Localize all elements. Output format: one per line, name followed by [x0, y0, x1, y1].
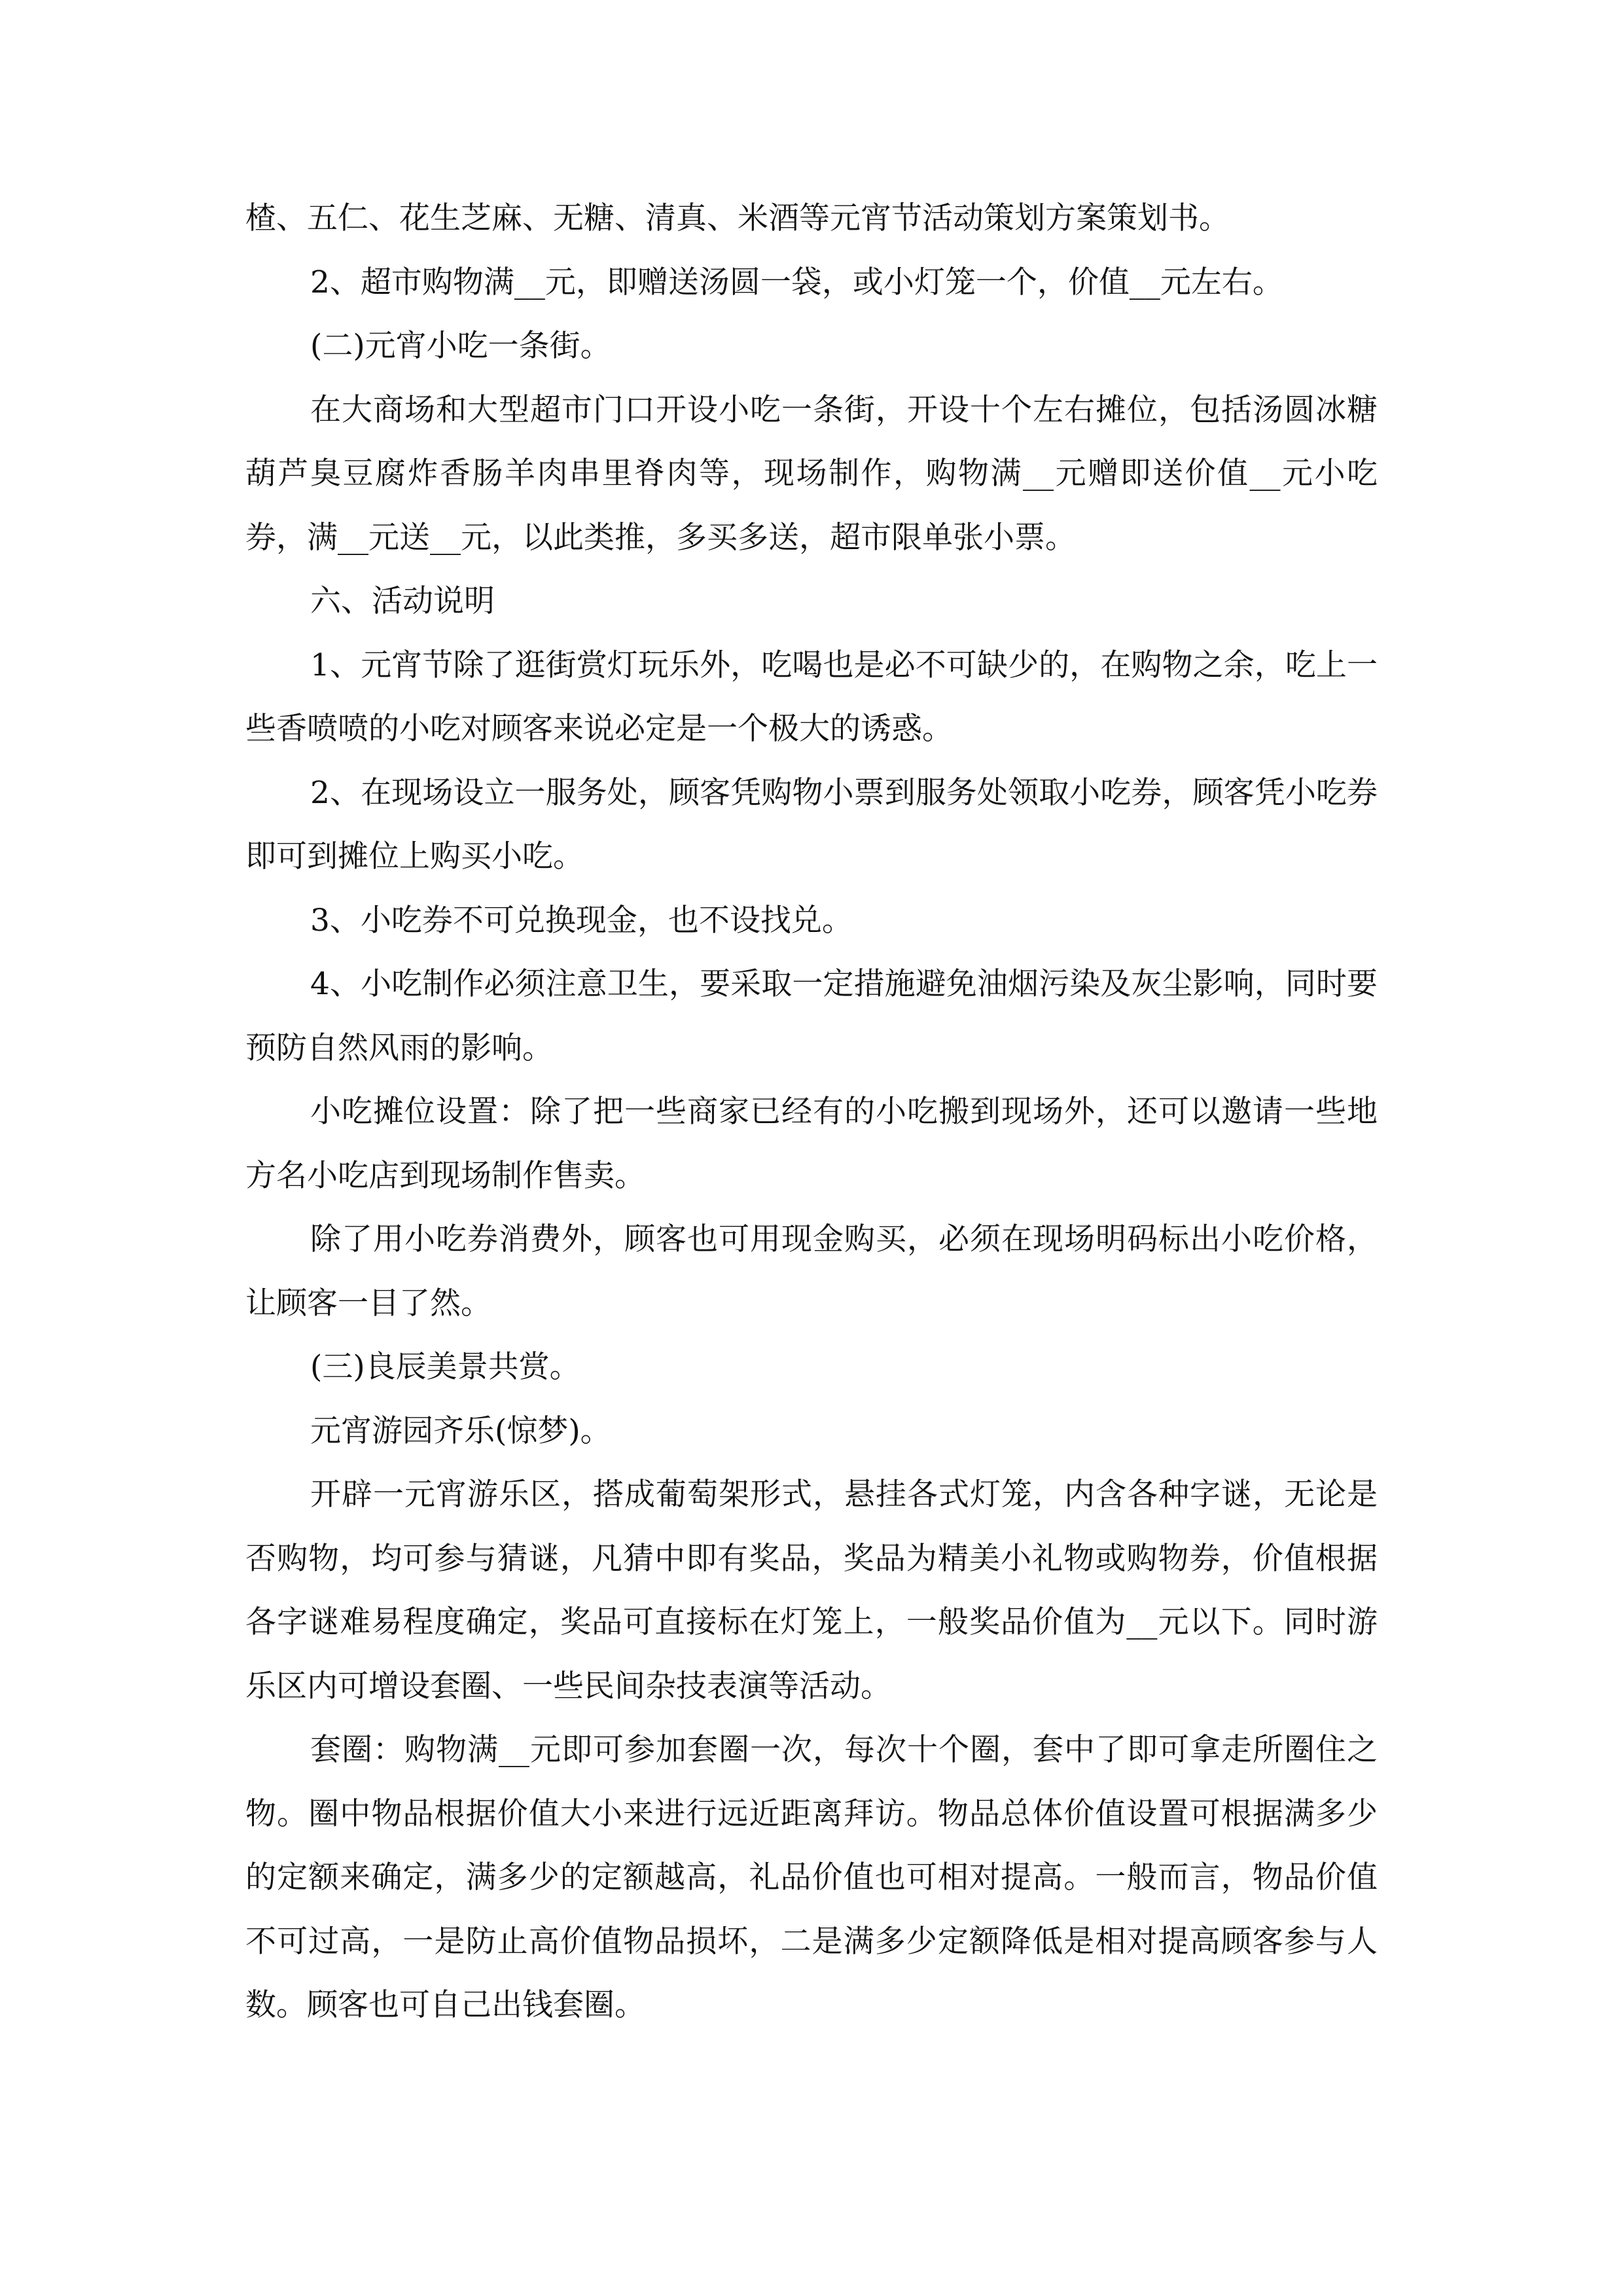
paragraph-amusement-area: 开辟一元宵游乐区，搭成葡萄架形式，悬挂各式灯笼，内含各种字谜，无论是否购物，均可参与猜谜，凡猜中即有奖品，奖品为精美小礼物或购物券，价值根据各字谜难易程度确定，奖品可直接标在灯笼上，一般奖品价值为__元以下。同时游乐区内可增设套圈、一些民间杂技表演等活动。 — [245, 1477, 1378, 1704]
paragraph-note-1: 1、元宵节除了逛街赏灯玩乐外，吃喝也是必不可缺少的，在购物之余，吃上一些香喷喷的小吃对顾客来说必定是一个极大的诱惑。 — [245, 647, 1378, 747]
paragraph-item-2-discount: 2、超市购物满__元，即赠送汤圆一袋，或小灯笼一个，价值__元左右。 — [310, 264, 1283, 300]
paragraph-stall-setup: 小吃摊位设置：除了把一些商家已经有的小吃搬到现场外，还可以邀请一些地方名小吃店到现场制作售卖。 — [245, 1094, 1378, 1194]
paragraph-ring-toss: 套圈：购物满__元即可参加套圈一次，每次十个圈，套中了即可拿走所圈住之物。圈中物品根据价值大小来进行远近距离拜访。物品总体价值设置可根据满多少的定额来确定，满多少的定额越高，礼品价值也可相对提高。一般而言，物品价值不可过高，一是防止高价值物品损坏，二是满多少定额降低是相对提高顾客参与人数。顾客也可自己出钱套圈。 — [245, 1732, 1378, 2023]
paragraph-cash-purchase: 除了用小吃券消费外，顾客也可用现金购买，必须在现场明码标出小吃价格，让顾客一目了然。 — [245, 1221, 1378, 1321]
document-body — [245, 187, 1378, 2037]
paragraph-continued-list: 楂、五仁、花生芝麻、无糖、清真、米酒等元宵节活动策划方案策划书。 — [245, 200, 1230, 236]
paragraph-section-three-heading: (三)良辰美景共赏。 — [310, 1349, 580, 1385]
paragraph-note-2: 2、在现场设立一服务处，顾客凭购物小票到服务处领取小吃券，顾客凭小吃券即可到摊位上购买小吃。 — [245, 774, 1378, 874]
paragraph-note-3: 3、小吃券不可兑换现金，也不设找兑。 — [310, 902, 853, 939]
paragraph-snack-street: 在大商场和大型超市门口开设小吃一条街，开设十个左右摊位，包括汤圆冰糖葫芦臭豆腐炸香肠羊肉串里脊肉等，现场制作，购物满__元赠即送价值__元小吃券，满__元送__元，以此类推，多买多送，超市限单张小票。 — [245, 391, 1378, 556]
paragraph-garden-party-heading: 元宵游园齐乐(惊梦)。 — [310, 1412, 611, 1449]
paragraph-note-4: 4、小吃制作必须注意卫生，要采取一定措施避免油烟污染及灰尘影响，同时要预防自然风雨的影响。 — [245, 966, 1378, 1066]
paragraph-section-two-heading: (二)元宵小吃一条街。 — [310, 328, 611, 364]
paragraph-activity-notes-heading: 六、活动说明 — [310, 583, 495, 619]
